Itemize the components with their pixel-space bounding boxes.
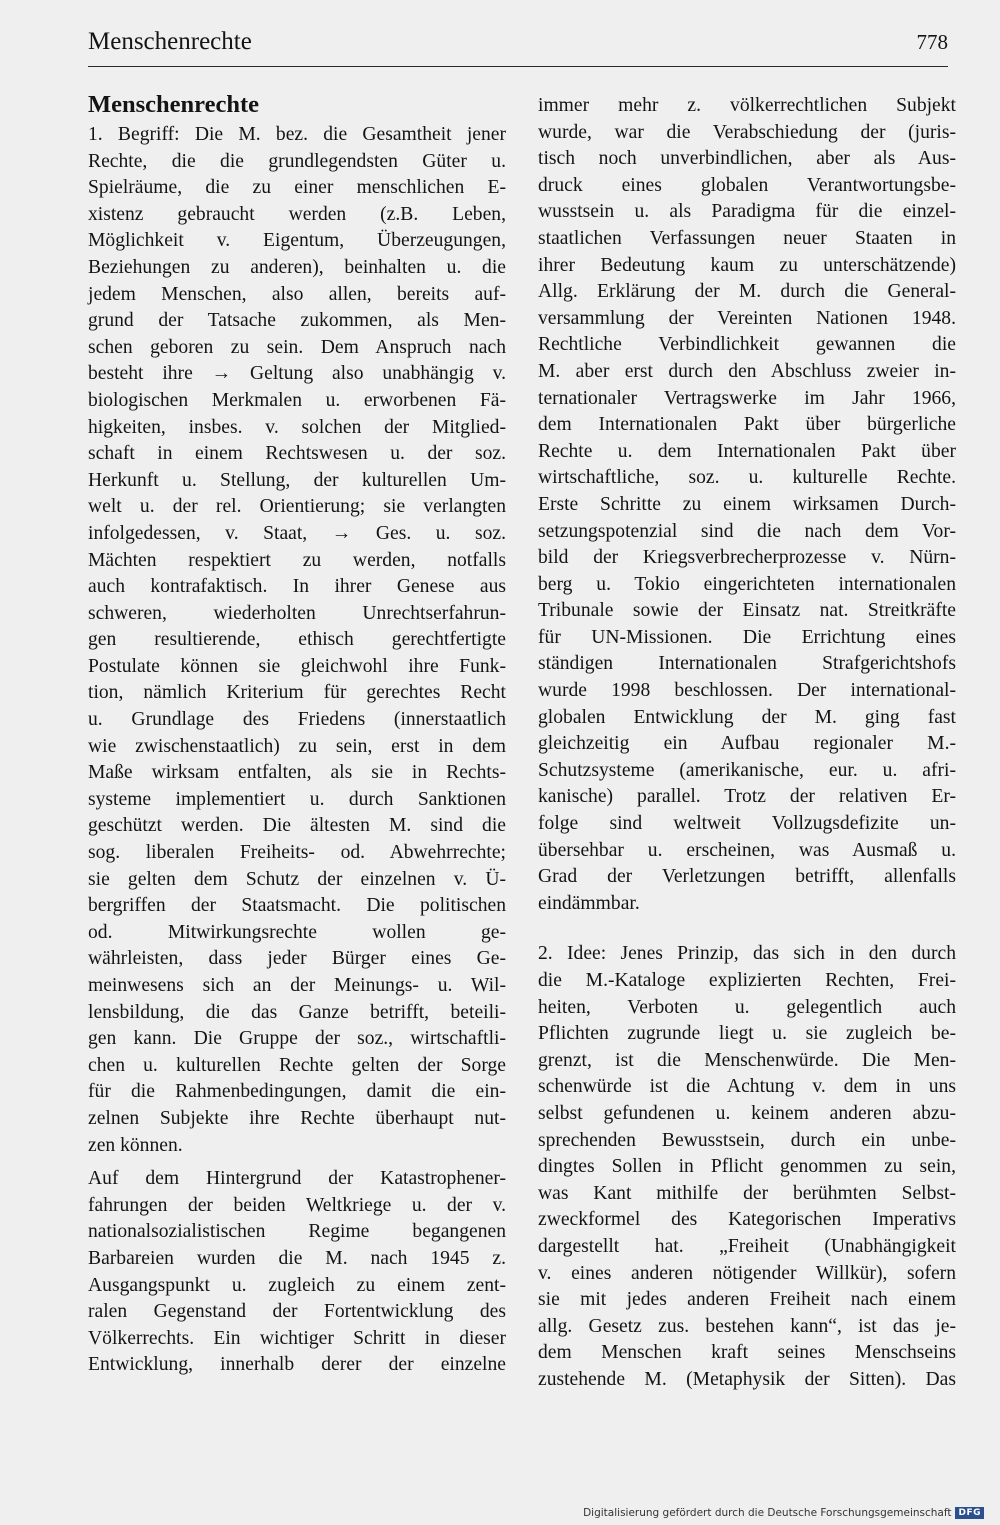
text-line: welt u. der rel. Orientierung; sie verlangten	[88, 496, 506, 518]
text-line: auch kontrafaktisch. In ihrer Genese aus	[88, 576, 506, 598]
left-column	[88, 90, 506, 1379]
text-line: tion, nämlich Kriterium für gerechtes Recht	[88, 682, 506, 704]
text-line: währleisten, dass jeder Bürger eines Ge-	[88, 948, 506, 970]
text-line: Beziehungen zu anderen), beinhalten u. die	[88, 256, 506, 278]
text-line: versammlung der Vereinten Nationen 1948.	[538, 307, 956, 329]
paragraph-gap	[88, 1159, 506, 1166]
text-line: nationalsozialistischen Regime begangenen	[88, 1221, 506, 1243]
text-line: Grad der Verletzungen betrifft, allenfalls	[538, 866, 956, 888]
text-line: gen kann. Die Gruppe der soz., wirtschaftli-	[88, 1028, 506, 1050]
text-line: grenzt, ist die Menschenwürde. Die Men-	[538, 1049, 956, 1071]
paragraph-hintergrund	[88, 1166, 506, 1379]
text-line: zweckformel des Kategorischen Imperativs	[538, 1209, 956, 1231]
text-line: wirtschaftliche, soz. u. kulturelle Rechte.	[538, 467, 956, 489]
page-number: 778	[916, 30, 948, 54]
article-title: Menschenrechte	[88, 91, 259, 118]
text-line: folge sind weltweit Vollzugsdefizite un-	[538, 813, 956, 835]
text-line: kanische) parallel. Trotz der relativen Er-	[538, 786, 956, 808]
text-line: was Kant mithilfe der berühmten Selbst-	[538, 1182, 956, 1204]
text-line: u. Grundlage des Friedens (innerstaatlich	[88, 709, 506, 731]
text-line: sie gelten dem Schutz der einzelnen v. Ü-	[88, 868, 506, 890]
text-line: chen u. kulturellen Rechte gelten der Sorge	[88, 1054, 506, 1076]
text-line: v. eines anderen nötigender Willkür), sofern	[538, 1262, 956, 1284]
text-line: schweren, wiederholten Unrechtserfahrun-	[88, 602, 506, 624]
text-line: immer mehr z. völkerrechtlichen Subjekt	[538, 95, 956, 116]
text-line: gleichzeitig ein Aufbau regionaler M.-	[538, 733, 956, 755]
text-line: schenwürde ist die Achtung v. dem in uns	[538, 1076, 956, 1098]
text-line: lensbildung, die das Ganze betrifft, beteili-	[88, 1001, 506, 1023]
text-line: Spielräume, die zu einer menschlichen E-	[88, 177, 506, 199]
text-line: ihrer Bedeutung kaum zu unterschätzende)	[538, 254, 956, 276]
text-line: dem Internationalen Pakt über bürgerliche	[538, 414, 956, 436]
text-line: selbst gefundenen u. keinem anderen abzu-	[538, 1102, 956, 1124]
text-line: zen können.	[88, 1134, 183, 1156]
text-line: od. Mitwirkungsrechte wollen ge-	[88, 921, 506, 943]
text-line: sie mit jedes anderen Freiheit nach einem	[538, 1289, 956, 1311]
text-line: sprechenden Bewusstsein, durch ein unbe-	[538, 1129, 956, 1151]
text-line: heiten, Verboten u. gelegentlich auch	[538, 996, 956, 1018]
text-line: Ausgangspunkt u. zugleich zu einem zent-	[88, 1274, 506, 1296]
text-line: Mächten respektiert zu werden, notfalls	[88, 549, 506, 571]
text-line: 1. Begriff: Die M. bez. die Gesamtheit jener	[88, 124, 506, 145]
text-line: grund der Tatsache zukommen, als Men-	[88, 310, 506, 332]
text-line: Allg. Erklärung der M. durch die General-	[538, 281, 956, 303]
text-line: berg u. Tokio eingerichteten internationalen	[538, 573, 956, 595]
text-line: wie zwischenstaatlich) zu sein, erst in dem	[88, 735, 506, 757]
text-line: Barbareien wurden die M. nach 1945 z.	[88, 1247, 506, 1269]
text-line: ständigen Internationalen Strafgerichtshofs	[538, 653, 956, 675]
paragraph-continuation	[538, 93, 956, 917]
text-line: meinwesens sich an der Meinungs- u. Wil-	[88, 975, 506, 996]
text-line: zustehende M. (Metaphysik der Sitten). Das	[538, 1368, 956, 1390]
text-line: setzungspotenzial sind die nach dem Vor-	[538, 520, 956, 542]
text-line: fahrungen der beiden Weltkriege u. der v.	[88, 1194, 506, 1216]
text-line: Erste Schritte zu einem wirksamen Durch-	[538, 493, 956, 515]
text-line: bergriffen der Staatsmacht. Die politischen	[88, 895, 506, 917]
text-line: für die Rahmenbedingungen, damit die ein-	[88, 1081, 506, 1103]
text-line: Pflichten zugrunde liegt u. sie zugleich be-	[538, 1023, 956, 1045]
text-line: Auf dem Hintergrund der Katastrophener-	[88, 1168, 506, 1190]
digitization-footer	[583, 1507, 984, 1519]
text-line: druck eines globalen Verantwortungsbe-	[538, 174, 956, 196]
text-line: sog. liberalen Freiheits- od. Abwehrrechte;	[88, 842, 506, 864]
text-line: jedem Menschen, also allen, bereits auf-	[88, 283, 506, 305]
text-line: bild der Kriegsverbrecherprozesse v. Nürn-	[538, 547, 956, 569]
text-line: Maße wirksam entfalten, als sie in Rechts-	[88, 762, 506, 784]
text-line: 2. Idee: Jenes Prinzip, das sich in den durch	[538, 943, 956, 965]
text-line: wusstsein u. als Paradigma für die einzel-	[538, 201, 956, 223]
text-line: Möglichkeit v. Eigentum, Überzeugungen,	[88, 230, 506, 252]
right-column	[538, 93, 956, 1394]
text-line: xistenz gebraucht werden (z.B. Leben,	[88, 203, 506, 225]
text-line: Entwicklung, innerhalb derer der einzelne	[88, 1354, 506, 1376]
text-line: zelnen Subjekte ihre Rechte überhaupt nut-	[88, 1107, 506, 1129]
text-line: Rechte, die die grundlegendsten Güter u.	[88, 150, 506, 172]
text-line: gen resultierende, ethisch gerechtfertigte	[88, 629, 506, 651]
text-line: systeme implementiert u. durch Sanktionen	[88, 788, 506, 810]
text-line: schaft in einem Rechtswesen u. der soz.	[88, 443, 506, 465]
text-line: higkeiten, insbes. v. solchen der Mitglied-	[88, 416, 506, 438]
text-line: M. aber erst durch den Abschluss zweier in-	[538, 360, 956, 382]
running-title: Menschenrechte	[88, 28, 252, 55]
running-head	[88, 26, 948, 66]
text-line: dargestellt hat. „Freiheit (Unabhängigkeit	[538, 1235, 956, 1257]
text-line: wurde, war die Verabschiedung der (juris-	[538, 121, 956, 143]
dfg-logo-icon: DFG	[955, 1507, 984, 1519]
text-line: wurde 1998 beschlossen. Der international-	[538, 680, 956, 702]
text-line: tisch noch unverbindlichen, aber als Aus-	[538, 148, 956, 170]
text-line: Rechte u. dem Internationalen Pakt über	[538, 440, 956, 462]
text-line: Rechtliche Verbindlichkeit gewannen die	[538, 334, 956, 356]
text-line: die M.-Kataloge explizierten Rechten, Frei-	[538, 970, 956, 991]
text-line: infolgedessen, v. Staat, → Ges. u. soz.	[88, 522, 506, 544]
header-rule	[88, 66, 948, 67]
text-line: besteht ihre → Geltung also unabhängig v.	[88, 363, 506, 385]
text-line: Völkerrechts. Ein wichtiger Schritt in dieser	[88, 1327, 506, 1349]
text-line: dingtes Sollen in Pflicht genommen zu sein,	[538, 1156, 956, 1178]
text-line: Herkunft u. Stellung, der kulturellen Um-	[88, 469, 506, 491]
text-line: schen geboren zu sein. Dem Anspruch nach	[88, 336, 506, 358]
text-line: allg. Gesetz zus. bestehen kann“, ist das je-	[538, 1315, 956, 1337]
text-line: für UN-Missionen. Die Errichtung eines	[538, 626, 956, 648]
text-line: eindämmbar.	[538, 892, 640, 914]
paragraph-begriff	[88, 122, 506, 1159]
text-line: staatlichen Verfassungen neuer Staaten in	[538, 227, 956, 249]
text-line: dem Menschen kraft seines Menschseins	[538, 1342, 956, 1364]
text-line: ternationaler Vertragswerke im Jahr 1966,	[538, 387, 956, 409]
paragraph-gap	[538, 917, 956, 941]
text-line: ralen Gegenstand der Fortentwicklung des	[88, 1301, 506, 1323]
paragraph-idee	[538, 941, 956, 1393]
text-line: biologischen Merkmalen u. erworbenen Fä-	[88, 389, 506, 411]
text-line: übersehbar u. erscheinen, was Ausmaß u.	[538, 839, 956, 861]
text-line: Postulate können sie gleichwohl ihre Funk-	[88, 655, 506, 677]
text-line: geschützt werden. Die ältesten M. sind die	[88, 815, 506, 837]
footer-text: Digitalisierung gefördert durch die Deutsche Forschungsgemeinschaft	[583, 1507, 952, 1519]
text-line: Schutzsysteme (amerikanische, eur. u. afri-	[538, 759, 956, 781]
text-line: globalen Entwicklung der M. ging fast	[538, 706, 956, 728]
text-line: Tribunale sowie der Einsatz nat. Streitkräfte	[538, 600, 956, 622]
